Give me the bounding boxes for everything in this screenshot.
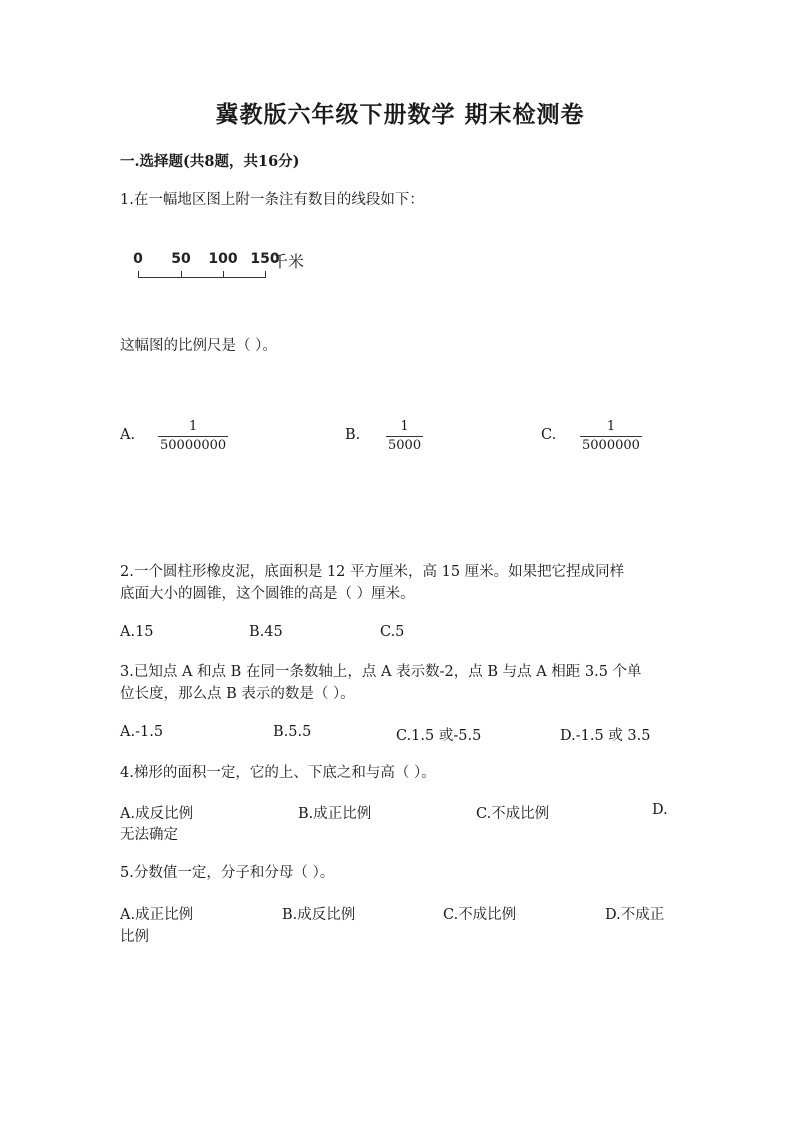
q5-option-d-wrap: 比例 xyxy=(120,929,149,945)
fraction-denominator: 5000 xyxy=(388,438,422,453)
scale-label-150: 150 xyxy=(250,251,280,267)
fraction-numerator: 1 xyxy=(158,419,228,437)
scale-tick xyxy=(181,271,182,277)
question-3-line-2: 位长度，那么点 B 表示的数是（ ）。 xyxy=(120,686,355,702)
scale-tick xyxy=(138,271,139,277)
page-title: 冀教版六年级下册数学 期末检测卷 xyxy=(215,101,585,128)
question-1-prompt: 这幅图的比例尺是（ ）。 xyxy=(120,338,277,354)
fraction-denominator: 5000000 xyxy=(582,438,640,453)
q4-option-d-wrap: 无法确定 xyxy=(120,827,178,843)
scale-unit: 千米 xyxy=(272,252,305,271)
q3-option-b: B.5.5 xyxy=(273,724,312,740)
q3-option-a: A.-1.5 xyxy=(120,724,164,740)
q1-option-c-fraction xyxy=(580,419,642,454)
q1-option-a-fraction xyxy=(158,419,228,454)
question-1-text: 1.在一幅地区图上附一条注有数目的线段如下： xyxy=(120,192,424,208)
scale-tick xyxy=(223,271,224,277)
scale-bar xyxy=(132,247,332,287)
fraction-denominator: 50000000 xyxy=(160,438,227,453)
scale-label-0: 0 xyxy=(133,251,143,267)
fraction-numerator: 1 xyxy=(580,419,642,437)
question-4-text: 4.梯形的面积一定，它的上、下底之和与高（ ）。 xyxy=(120,765,436,781)
question-5-text: 5.分数值一定，分子和分母（ ）。 xyxy=(120,865,335,881)
q4-option-b: B.成正比例 xyxy=(298,806,372,822)
q1-option-a-label: A. xyxy=(120,427,136,443)
q5-option-b: B.成反比例 xyxy=(282,907,356,923)
q4-option-a: A.成反比例 xyxy=(120,806,194,822)
q2-option-a: A.15 xyxy=(120,624,154,640)
q5-option-d: D.不成正 xyxy=(605,907,665,923)
q2-option-c: C.5 xyxy=(380,624,405,640)
question-3-line-1: 3.已知点 A 和点 B 在同一条数轴上，点 A 表示数-2，点 B 与点 A 相距 3.5 个单 xyxy=(120,664,642,680)
q2-option-b: B.45 xyxy=(249,624,283,640)
q4-option-c: C.不成比例 xyxy=(476,806,550,822)
q5-option-a: A.成正比例 xyxy=(120,907,194,923)
section-heading: 一.选择题(共8题，共16分) xyxy=(120,153,300,170)
q1-option-c-label: C. xyxy=(541,427,557,443)
fraction-numerator: 1 xyxy=(386,419,423,437)
scale-label-50: 50 xyxy=(171,251,191,267)
scale-tick xyxy=(265,271,266,277)
scale-line xyxy=(138,277,266,278)
q1-option-b-fraction xyxy=(386,419,423,454)
scale-label-100: 100 xyxy=(208,251,238,267)
question-2-line-1: 2.一个圆柱形橡皮泥，底面积是 12 平方厘米，高 15 厘米。如果把它捏成同样 xyxy=(120,564,625,580)
q1-option-b-label: B. xyxy=(345,427,361,443)
question-2-line-2: 底面大小的圆锥，这个圆锥的高是（ ）厘米。 xyxy=(120,586,415,602)
q4-option-d: D. xyxy=(652,802,668,818)
q3-option-d: D.-1.5 或 3.5 xyxy=(560,728,651,744)
q3-option-c: C.1.5 或-5.5 xyxy=(396,728,482,744)
q5-option-c: C.不成比例 xyxy=(443,907,517,923)
